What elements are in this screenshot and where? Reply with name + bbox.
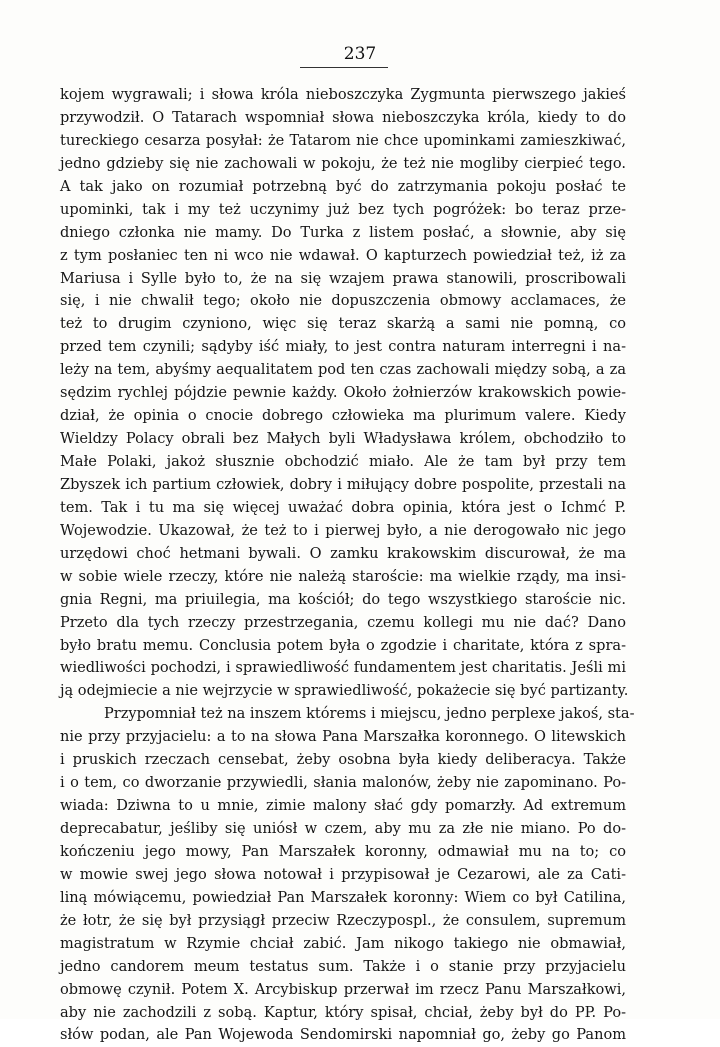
text-line: gnia Regni, ma priuilegia, ma kościół; do tego wszystkiego staroście nic.	[60, 590, 626, 608]
paragraph	[60, 84, 629, 703]
text-line: było bratu memu. Conclusia potem była o zgodzie i charitate, która z spra-	[60, 636, 626, 654]
text-line: Zbyszek ich partium człowiek, dobry i miłujący dobre pospolite, przestali na	[60, 475, 626, 493]
text-line: jedno gdzieby się nie zachowali w pokoju, że też nie mogliby cierpieć tego.	[60, 154, 626, 172]
text-line: urzędowi choć hetmani bywali. O zamku krakowskim discurował, że ma	[60, 544, 626, 562]
header-rule	[300, 67, 388, 68]
text-line: Wieldzy Polacy obrali bez Małych byli Władysława królem, obchodziło to	[60, 430, 626, 448]
text-line: Przeto dla tych rzeczy przestrzegania, czemu kollegi mu nie dać? Dano	[60, 613, 626, 631]
text-line: w mowie swej jego słowa notował i przypisował je Cezarowi, ale za Cati-	[60, 865, 626, 883]
text-line: kończeniu jego mowy, Pan Marszałek koronny, odmawiał mu na to; co	[60, 842, 626, 860]
text-line: obmowę czynił. Potem X. Arcybiskup przerwał im rzecz Panu Marszałkowi,	[60, 980, 626, 998]
text-line: i pruskich rzeczach censebat, żeby osobna była kiedy deliberacya. Także	[60, 751, 626, 769]
text-line: tem. Tak i tu ma się więcej uważać dobra opinia, która jest o Ichmć P.	[60, 498, 626, 516]
text-line: się, i nie chwalił tego; około nie dopuszczenia obmowy acclamaces, że	[60, 292, 626, 310]
text-line: leży na tem, abyśmy aequalitatem pod ten czas zachowali między sobą, a za	[60, 361, 626, 379]
text-line: Wojewodzie. Ukazował, że też to i pierwej było, a nie derogowało nic jego	[60, 521, 626, 539]
text-line: Przypomniał też na inszem którems i miejscu, jedno perplexe jakoś, sta-	[104, 705, 635, 723]
text-line: też to drugim czyniono, więc się teraz skarżą a sami nie pomną, co	[60, 315, 626, 333]
text-line: magistratum w Rzymie chciał zabić. Jam nikogo takiego nie obmawiał,	[60, 934, 626, 952]
text-line: że łotr, że się był przysiągł przeciw Rzeczypospl., że consulem, supremum	[60, 911, 626, 929]
text-line: liną mówiącemu, powiedział Pan Marszałek koronny: Wiem co był Catilina,	[60, 888, 626, 906]
text-line: jedno candorem meum testatus sum. Także i o stanie przy przyjacielu	[60, 957, 626, 975]
text-line: upominki, tak i my też uczynimy już bez tych pogróżek: bo teraz prze-	[60, 200, 626, 218]
text-line: A tak jako on rozumiał potrzebną być do zatrzymania pokoju posłać te	[60, 177, 626, 195]
text-line: słów podan, ale Pan Wojewoda Sendomirski napomniał go, żeby go Panom	[60, 1026, 626, 1044]
text-line: aby nie zachodzili z sobą. Kaptur, który spisał, chciał, żeby był do PP. Po-	[60, 1003, 626, 1021]
paragraph	[60, 703, 635, 1047]
body-text	[60, 84, 635, 1047]
text-line: Małe Polaki, jakoż słusznie obchodzić miało. Ale że tam był przy tem	[60, 453, 626, 470]
text-line: i o tem, co dworzanie przywiedli, słania malonów, żeby nie zapominano. Po-	[60, 774, 626, 792]
text-line: ją odejmiecie a nie wejrzycie w sprawiedliwość, pokażecie się być partizanty.	[60, 682, 629, 700]
text-line: w sobie wiele rzeczy, które nie należą staroście: ma wielkie rządy, ma insi-	[60, 567, 626, 585]
text-line: dział, że opinia o cnocie dobrego człowieka ma plurimum valere. Kiedy	[60, 407, 626, 425]
text-line: wiada: Dziwna to u mnie, zimie malony słać gdy pomarzły. Ad extremum	[60, 797, 626, 815]
text-line: Mariusa i Sylle było to, że na się wzajem prawa stanowili, proscribowali	[60, 269, 626, 287]
text-line: nie przy przyjacielu: a to na słowa Pana Marszałka koronnego. O litewskich	[60, 728, 626, 746]
text-line: z tym posłaniec ten ni wco nie wdawał. O kapturzech powiedział też, iż za	[60, 246, 626, 264]
text-line: kojem wygrawali; i słowa króla nieboszczyka Zygmunta pierwszego jakieś	[60, 86, 626, 103]
page-number: 237	[343, 44, 377, 64]
text-line: wiedliwości pochodzi, i sprawiedliwość fundamentem jest charitatis. Jeśli mi	[60, 659, 626, 677]
text-line: deprecabatur, jeśliby się uniósł w czem, aby mu za złe nie miano. Po do-	[60, 820, 626, 837]
text-line: tureckiego cesarza posyłał: że Tatarom nie chce upominkami zamieszkiwać,	[60, 131, 626, 149]
text-line: sędzim rychlej pójdzie pewnie każdy. Około żołnierzów krakowskich powie-	[60, 384, 626, 402]
text-line: dniego członka nie mamy. Do Turka z listem posłać, a słownie, aby się	[60, 223, 626, 241]
text-line: przed tem czynili; sądyby iść miały, to jest contra naturam interregni i na-	[60, 338, 626, 356]
text-line: przywodził. O Tatarach wspomniał słowa nieboszczyka króla, kiedy to do	[60, 108, 626, 126]
